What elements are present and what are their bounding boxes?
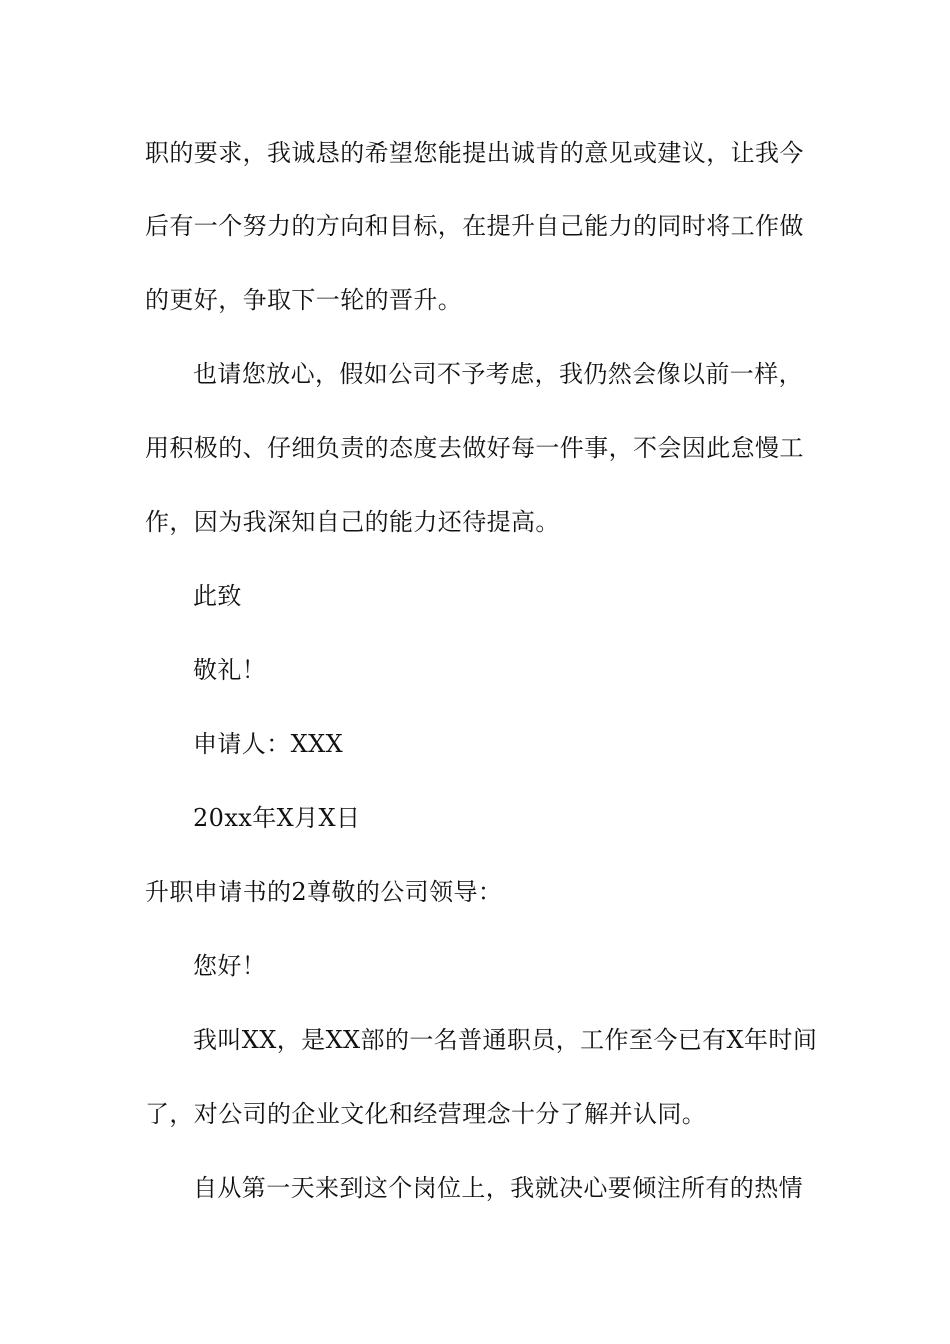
closing-salutation: 此致 [193,582,242,610]
paragraph-line: 了，对公司的企业文化和经营理念十分了解并认同。 [145,1100,707,1128]
paragraph-line: 的更好，争取下一轮的晋升。 [145,286,463,314]
paragraph-line: 作，因为我深知自己的能力还待提高。 [145,508,560,536]
paragraph-line: 用积极的、仔细负责的态度去做好每一件事，不会因此怠慢工 [145,434,804,462]
section-heading: 升职申请书的2尊敬的公司领导： [145,878,503,906]
paragraph-line: 职的要求，我诚恳的希望您能提出诚肯的意见或建议，让我今 [145,139,804,167]
greeting: 您好！ [193,952,267,980]
paragraph-line: 我叫XX，是XX部的一名普通职员，工作至今已有X年时间 [193,1026,818,1054]
paragraph-line: 后有一个努力的方向和目标，在提升自己能力的同时将工作做 [145,212,804,240]
applicant-name: 申请人：XXX [193,730,344,758]
signature-date: 20xx年X月X日 [193,804,361,832]
closing-regards: 敬礼！ [193,656,267,684]
paragraph-line: 也请您放心，假如公司不予考虑，我仍然会像以前一样， [193,360,803,388]
paragraph-line: 自从第一天来到这个岗位上，我就决心要倾注所有的热情 [193,1174,803,1202]
